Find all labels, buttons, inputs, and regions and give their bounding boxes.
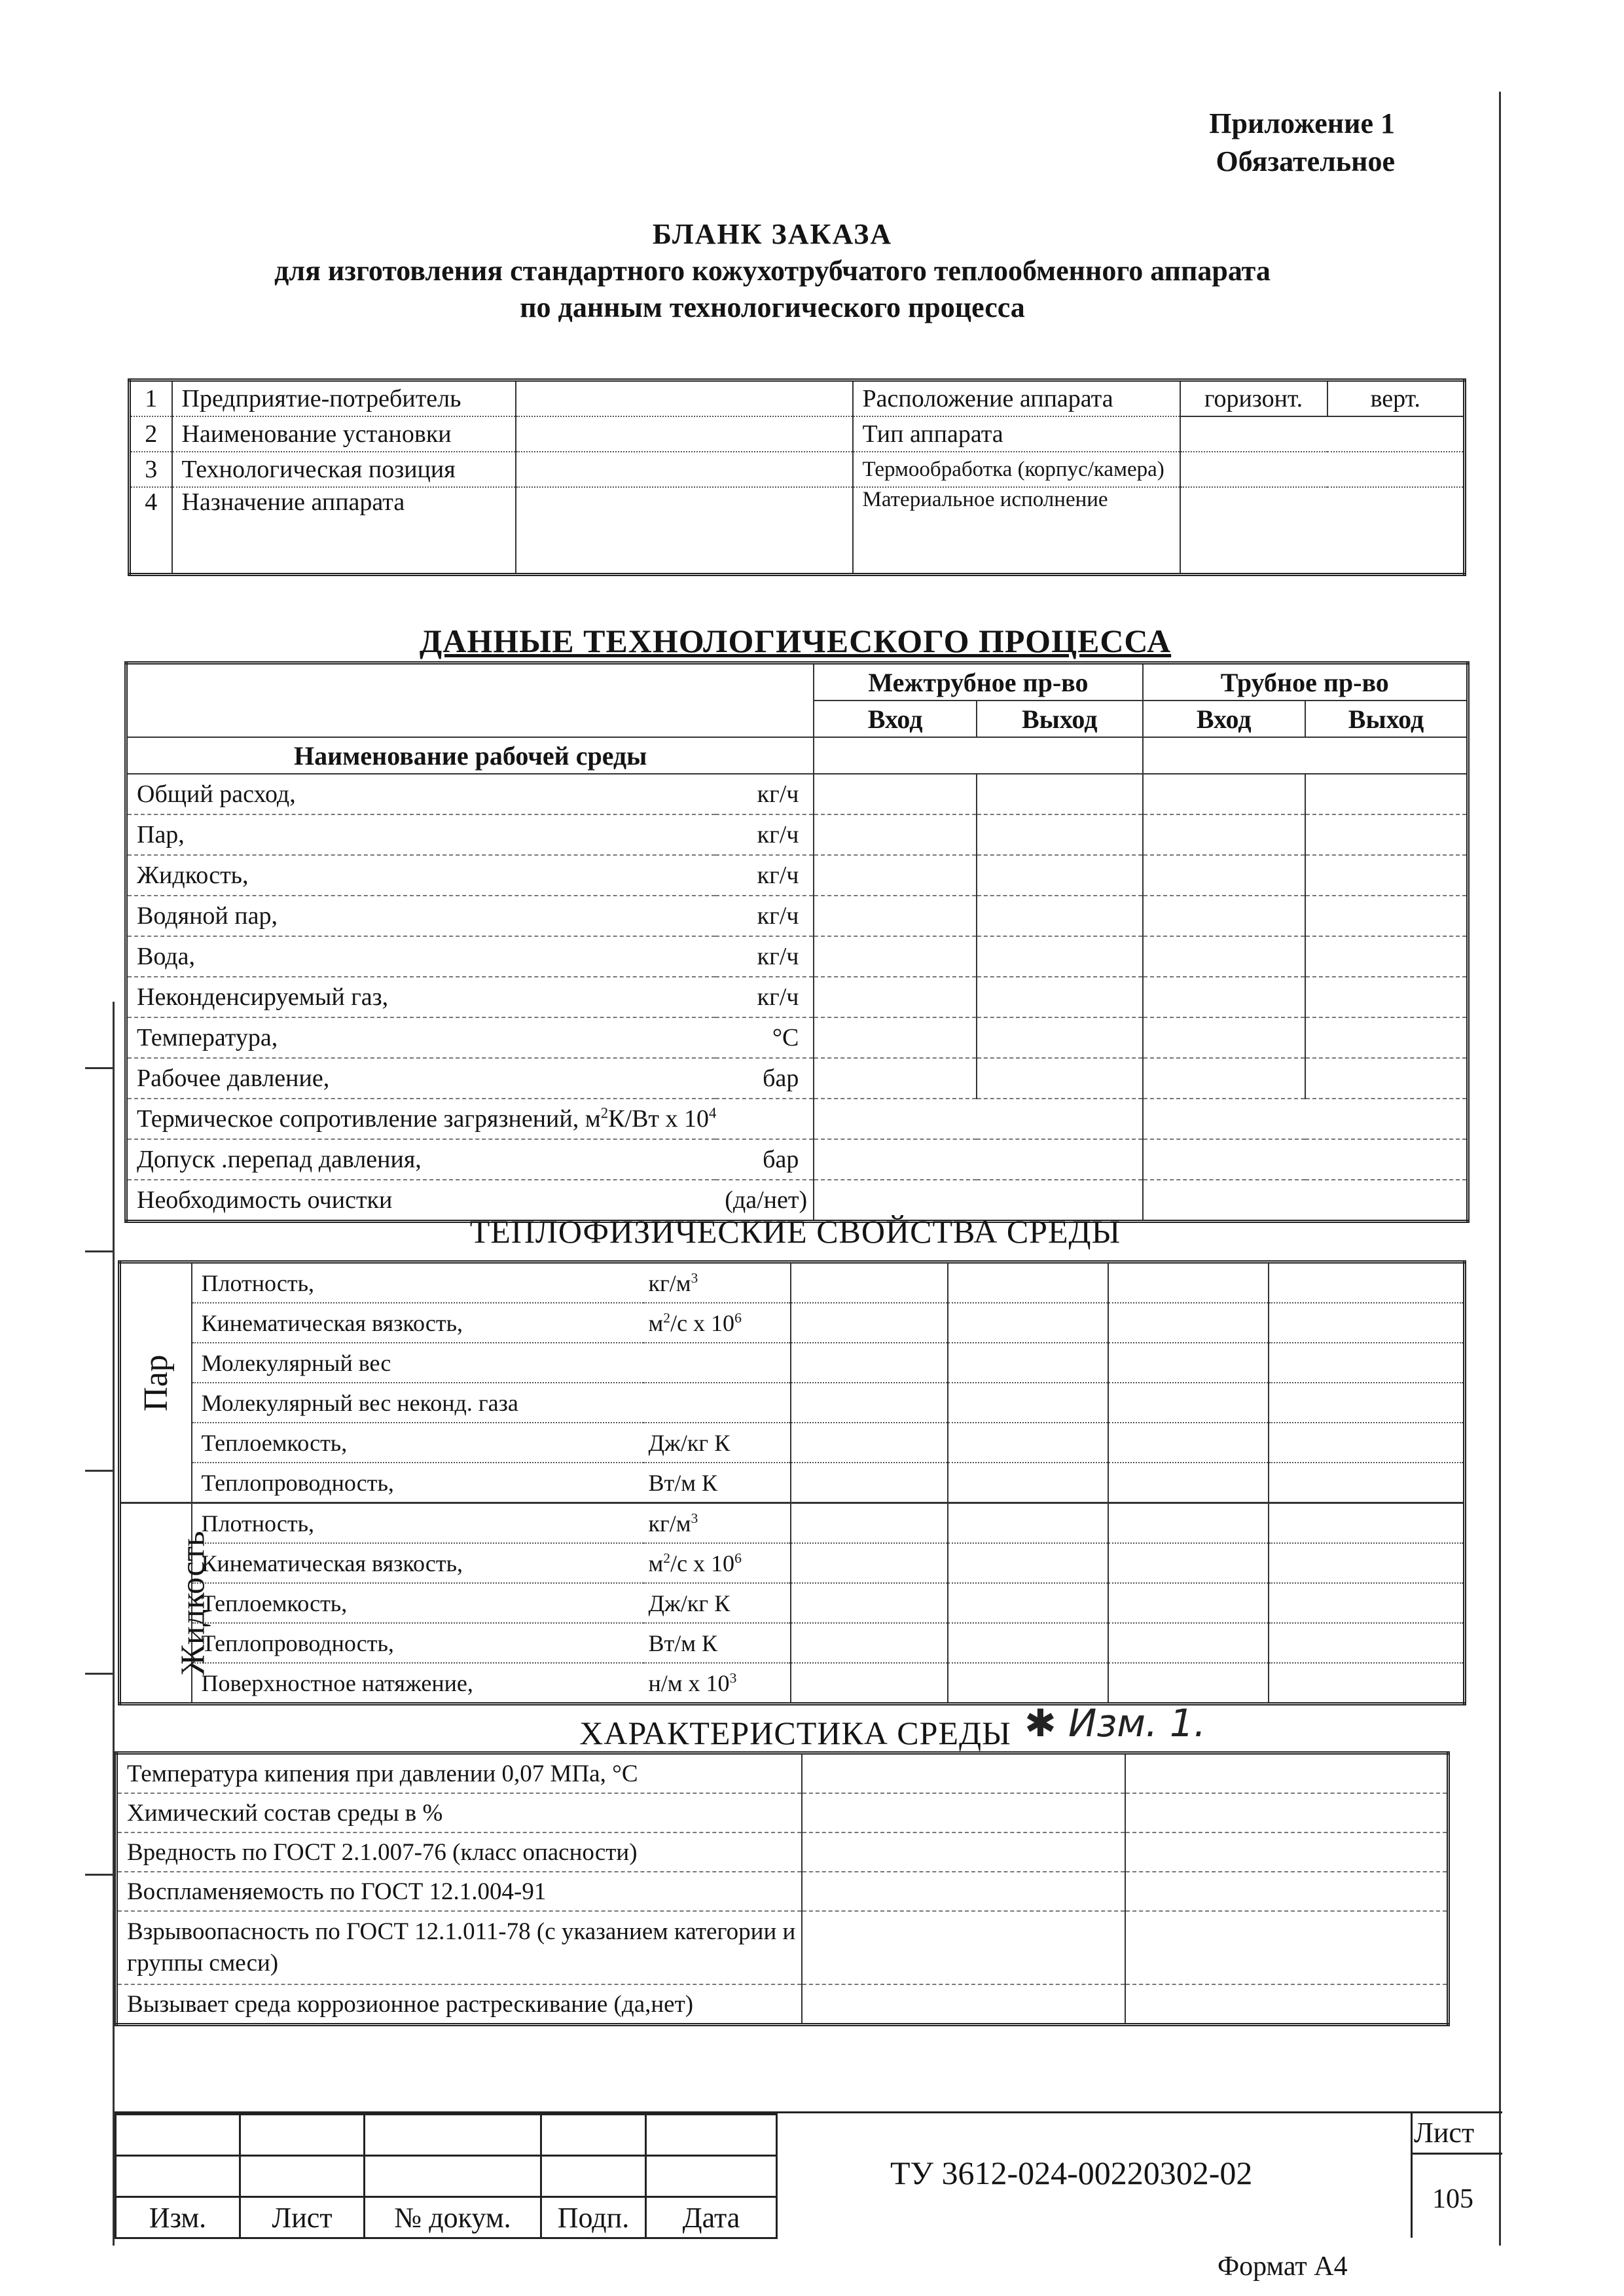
value-cell[interactable]	[791, 1583, 948, 1623]
value-cell[interactable]	[1269, 1583, 1465, 1623]
param-label: Молекулярный вес неконд. газа	[192, 1383, 643, 1423]
value-cell[interactable]	[1305, 936, 1468, 977]
param-label: Теплопроводность,	[192, 1623, 643, 1663]
value-cell[interactable]	[791, 1262, 948, 1303]
process-section-title: ДАННЫЕ ТЕХНОЛОГИЧЕСКОГО ПРОЦЕССА	[419, 623, 1172, 659]
char-row	[117, 1832, 1449, 1872]
param-label: Теплопроводность,	[192, 1463, 643, 1503]
value-cell[interactable]	[814, 814, 976, 855]
value-cell[interactable]	[1269, 1303, 1465, 1343]
param-unit: $кг/м^3$	[643, 1262, 791, 1303]
characteristics-section-title: ХАРАКТЕРИСТИКА СРЕДЫ	[579, 1715, 1011, 1751]
row-label: Наименование установки	[172, 416, 516, 452]
thermo-row	[120, 1663, 1465, 1704]
sheet-label: Лист	[1414, 2117, 1475, 2149]
rev-cell[interactable]	[116, 2115, 240, 2156]
value-cell[interactable]	[948, 1583, 1108, 1623]
tube-medium-input[interactable]	[1143, 737, 1468, 774]
value-cell[interactable]	[802, 1832, 1125, 1872]
value-cell[interactable]	[814, 896, 976, 936]
value-cell[interactable]	[814, 1058, 976, 1099]
value-cell[interactable]	[977, 1017, 1143, 1058]
revision-row	[116, 2156, 777, 2197]
char-label: Температура кипения при давлении 0,07 МПа, °С	[117, 1753, 803, 1794]
param-label: Необходимость очистки	[137, 1186, 393, 1214]
value-cell[interactable]	[1305, 977, 1468, 1017]
value-cell[interactable]	[1143, 896, 1305, 936]
general-row	[130, 452, 1465, 487]
value-cell[interactable]	[977, 977, 1143, 1017]
page-frame-right-line	[1499, 92, 1501, 2246]
value-cell[interactable]	[1125, 1832, 1449, 1872]
shell-medium-input[interactable]	[814, 737, 1142, 774]
input-cell[interactable]	[1180, 416, 1465, 452]
shell-side-header: Межтрубное пр-во	[814, 663, 1142, 701]
value-cell[interactable]	[814, 774, 976, 814]
sheet-box-divider	[1411, 2153, 1502, 2155]
value-cell[interactable]	[1143, 1017, 1305, 1058]
char-label: Вызывает среда коррозионное растрескивание (да,нет)	[127, 1990, 694, 2018]
value-cell[interactable]	[1269, 1423, 1465, 1463]
input-cell[interactable]	[1180, 487, 1465, 575]
value-cell[interactable]	[814, 855, 976, 896]
handwritten-amendment-note: ✱ Изм. 1.	[1024, 1701, 1206, 1745]
value-cell[interactable]	[1108, 1663, 1269, 1704]
value-cell[interactable]	[802, 1753, 1125, 1794]
value-cell[interactable]	[1108, 1543, 1269, 1583]
value-cell[interactable]	[1143, 814, 1305, 855]
value-cell[interactable]	[977, 1058, 1143, 1099]
value-cell[interactable]	[1108, 1423, 1269, 1463]
value-cell[interactable]	[977, 855, 1143, 896]
value-cell[interactable]	[791, 1383, 948, 1423]
value-cell[interactable]	[791, 1303, 948, 1343]
input-cell[interactable]	[516, 452, 853, 487]
value-cell[interactable]	[1108, 1262, 1269, 1303]
value-cell[interactable]	[1143, 774, 1305, 814]
param-label: Теплоемкость,	[192, 1423, 643, 1463]
general-row	[130, 416, 1465, 452]
param-label: Плотность,	[192, 1503, 643, 1544]
general-row	[130, 487, 1465, 575]
value-cell[interactable]	[1305, 774, 1468, 814]
value-cell[interactable]	[1269, 1543, 1465, 1583]
characteristics-table	[115, 1751, 1450, 2026]
char-row	[117, 1793, 1449, 1832]
value-cell[interactable]	[791, 1423, 948, 1463]
param-unit: кг/ч	[715, 774, 814, 814]
value-cell[interactable]	[791, 1623, 948, 1663]
form-title	[118, 216, 1427, 326]
param-unit: Вт/м К	[643, 1623, 791, 1663]
rev-cell[interactable]	[240, 2156, 365, 2197]
value-cell[interactable]	[948, 1303, 1108, 1343]
value-cell[interactable]	[1125, 1984, 1449, 2025]
blank-header	[126, 663, 814, 738]
value-cell[interactable]	[791, 1343, 948, 1383]
value-cell[interactable]	[1108, 1303, 1269, 1343]
value-cell[interactable]	[1108, 1463, 1269, 1503]
value-cell[interactable]	[948, 1623, 1108, 1663]
title-block-frame	[115, 2111, 1502, 2238]
value-cell[interactable]	[1269, 1343, 1465, 1383]
param-label: Кинематическая вязкость,	[192, 1543, 643, 1583]
thermo-section-title: ТЕПЛОФИЗИЧЕСКИЕ СВОЙСТВА СРЕДЫ	[469, 1213, 1121, 1250]
param-unit: кг/ч	[715, 936, 814, 977]
param-label: Пар,	[126, 814, 716, 855]
char-label: Взрывоопасность по ГОСТ 12.1.011-78 (с указанием категории и группы смеси)	[117, 1911, 803, 1984]
form-title-line3: по данным технологического процесса	[520, 291, 1025, 323]
param-label: Кинематическая вязкость,	[192, 1303, 643, 1343]
process-data-table	[124, 661, 1470, 1223]
param-unit: кг/ч	[715, 814, 814, 855]
rev-cell[interactable]	[646, 2115, 777, 2156]
revision-header-row	[116, 2197, 777, 2238]
char-label: Вредность по ГОСТ 2.1.007-76 (класс опасности)	[117, 1832, 803, 1872]
right-label: Тип аппарата	[853, 416, 1180, 452]
form-title-line2: для изготовления стандартного кожухотрубчатого теплообменного аппарата	[274, 255, 1271, 287]
value-cell[interactable]	[948, 1463, 1108, 1503]
process-row	[126, 1139, 1468, 1180]
value-cell[interactable]	[1125, 1793, 1449, 1832]
char-row	[117, 1872, 1449, 1911]
value-cell[interactable]	[1108, 1503, 1269, 1544]
param-label: Допуск .перепад давления,	[126, 1139, 716, 1180]
value-cell[interactable]	[1305, 855, 1468, 896]
param-unit: $м^2/с$ х $10^6$	[643, 1543, 791, 1583]
param-unit	[643, 1383, 791, 1423]
char-label: Химический состав среды в %	[117, 1793, 803, 1832]
row-number: 2	[130, 416, 172, 452]
rev-cell[interactable]	[240, 2115, 365, 2156]
thermo-row	[120, 1583, 1465, 1623]
tube-side-header: Трубное пр-во	[1143, 663, 1468, 701]
value-cell[interactable]	[1143, 1058, 1305, 1099]
document-code: ТУ 3612-024-00220302-02	[890, 2155, 1253, 2191]
rev-cell[interactable]	[541, 2115, 646, 2156]
value-cell[interactable]	[814, 977, 976, 1017]
param-label: Температура,	[126, 1017, 716, 1058]
rev-cell[interactable]	[646, 2156, 777, 2197]
char-label: Воспламеняемость по ГОСТ 12.1.004-91	[117, 1872, 803, 1911]
tube-outlet-header: Выход	[1305, 701, 1468, 737]
value-cell[interactable]	[1143, 1099, 1468, 1139]
param-unit	[643, 1343, 791, 1383]
param-unit: °С	[715, 1017, 814, 1058]
value-cell[interactable]	[1125, 1753, 1449, 1794]
param-label: Общий расход,	[126, 774, 716, 814]
col-sheet: Лист	[240, 2197, 365, 2238]
value-cell[interactable]	[1269, 1663, 1465, 1704]
revision-table	[115, 2113, 778, 2239]
thermo-row	[120, 1423, 1465, 1463]
value-cell[interactable]	[948, 1503, 1108, 1544]
value-cell[interactable]	[1269, 1262, 1465, 1303]
value-cell[interactable]	[1125, 1872, 1449, 1911]
row-label: Предприятие-потребитель	[172, 380, 516, 417]
value-cell[interactable]	[948, 1543, 1108, 1583]
value-cell[interactable]	[1125, 1911, 1449, 1984]
value-cell[interactable]	[802, 1793, 1125, 1832]
value-cell[interactable]	[948, 1383, 1108, 1423]
medium-name-row	[126, 737, 1468, 774]
right-label: Материальное исполнение	[853, 487, 1180, 575]
value-cell[interactable]	[814, 1139, 1142, 1180]
general-info-table	[128, 378, 1466, 576]
margin-tick	[85, 1067, 115, 1069]
value-cell[interactable]	[948, 1262, 1108, 1303]
param-label: Водяной пар,	[126, 896, 716, 936]
thermo-row	[120, 1303, 1465, 1343]
thermo-row	[120, 1262, 1465, 1303]
thermo-row	[120, 1463, 1465, 1503]
param-unit: $кг/м^3$	[643, 1503, 791, 1544]
value-cell[interactable]	[1305, 814, 1468, 855]
value-cell[interactable]	[791, 1663, 948, 1704]
process-row	[126, 936, 1468, 977]
vapor-group-label: Пар	[120, 1262, 192, 1503]
value-cell[interactable]	[1305, 1017, 1468, 1058]
row-label: Назначение аппарата	[172, 487, 516, 575]
param-unit: кг/ч	[715, 977, 814, 1017]
process-row	[126, 774, 1468, 814]
value-cell[interactable]	[948, 1343, 1108, 1383]
row-number: 4	[145, 488, 158, 516]
value-cell[interactable]	[1143, 936, 1305, 977]
param-label: Теплоемкость,	[192, 1583, 643, 1623]
value-cell[interactable]	[1305, 896, 1468, 936]
value-cell[interactable]	[1269, 1463, 1465, 1503]
thermo-row	[120, 1383, 1465, 1423]
value-cell[interactable]	[1269, 1623, 1465, 1663]
header-row	[126, 663, 1468, 701]
thermo-row	[120, 1543, 1465, 1583]
param-label: Рабочее давление,	[126, 1058, 716, 1099]
value-cell[interactable]	[948, 1663, 1108, 1704]
param-unit: бар	[715, 1058, 814, 1099]
value-cell[interactable]	[977, 896, 1143, 936]
fouling-label: Термическое сопротивление загрязнений, $м^2К/Вт$ х $10^4$	[126, 1099, 814, 1139]
param-label: Вода,	[126, 936, 716, 977]
value-cell[interactable]	[1143, 1139, 1468, 1180]
value-cell[interactable]	[791, 1543, 948, 1583]
char-row	[117, 1984, 1449, 2025]
rev-cell[interactable]	[116, 2156, 240, 2197]
value-cell[interactable]	[791, 1503, 948, 1544]
thermo-row	[120, 1503, 1465, 1544]
param-unit: (да/нет)	[725, 1186, 808, 1214]
value-cell[interactable]	[814, 1017, 976, 1058]
shell-outlet-header: Выход	[977, 701, 1143, 737]
rev-cell[interactable]	[365, 2115, 541, 2156]
value-cell[interactable]	[802, 1872, 1125, 1911]
general-row	[130, 380, 1465, 417]
right-label: Термообработка (корпус/камера)	[853, 452, 1180, 487]
value-cell[interactable]	[1143, 855, 1305, 896]
value-cell[interactable]	[814, 1099, 1142, 1139]
param-unit: Дж/кг К	[643, 1583, 791, 1623]
process-row	[126, 814, 1468, 855]
liquid-group-label: Жидкость	[174, 1531, 212, 1675]
appendix-number: Приложение 1	[1209, 107, 1395, 139]
value-cell[interactable]	[977, 936, 1143, 977]
row-number: 3	[130, 452, 172, 487]
margin-tick	[85, 1470, 115, 1472]
margin-tick	[85, 1673, 115, 1675]
col-date: Дата	[646, 2197, 777, 2238]
process-row	[126, 1017, 1468, 1058]
value-cell[interactable]	[1269, 1383, 1465, 1423]
tube-inlet-header: Вход	[1143, 701, 1305, 737]
param-unit: Вт/м К	[643, 1463, 791, 1503]
rev-cell[interactable]	[365, 2156, 541, 2197]
value-cell[interactable]	[1108, 1383, 1269, 1423]
value-cell[interactable]	[1305, 1058, 1468, 1099]
input-cell[interactable]	[516, 380, 853, 417]
col-sign: Подп.	[541, 2197, 646, 2238]
param-label: Неконденсируемый газ,	[126, 977, 716, 1017]
param-unit: кг/ч	[715, 855, 814, 896]
option-horizontal[interactable]: горизонт.	[1180, 380, 1327, 417]
param-unit: н/м х $10^3$	[648, 1669, 737, 1696]
param-label: Поверхностное натяжение,	[192, 1663, 643, 1704]
value-cell[interactable]	[802, 1911, 1125, 1984]
row-label: Технологическая позиция	[172, 452, 516, 487]
param-label: Молекулярный вес	[192, 1343, 643, 1383]
value-cell[interactable]	[977, 774, 1143, 814]
row-number: 1	[130, 380, 172, 417]
process-row	[126, 896, 1468, 936]
appendix-label	[1209, 105, 1395, 181]
rev-cell[interactable]	[541, 2156, 646, 2197]
form-title-main: БЛАНК ЗАКАЗА	[652, 218, 893, 250]
thermo-row	[120, 1623, 1465, 1663]
char-row	[117, 1753, 1449, 1794]
value-cell[interactable]	[977, 814, 1143, 855]
char-row	[117, 1911, 1449, 1984]
thermo-row	[120, 1343, 1465, 1383]
param-unit: кг/ч	[715, 896, 814, 936]
param-label: Жидкость,	[126, 855, 716, 896]
process-row	[126, 855, 1468, 896]
revision-row	[116, 2115, 777, 2156]
medium-name-label: Наименование рабочей среды	[126, 737, 814, 774]
value-cell[interactable]	[1108, 1583, 1269, 1623]
col-docnum: № докум.	[365, 2197, 541, 2238]
input-cell[interactable]	[516, 416, 853, 452]
sheet-number: 105	[1432, 2184, 1473, 2214]
input-cell[interactable]	[1180, 452, 1465, 487]
process-row	[126, 977, 1468, 1017]
page-frame-left-line	[113, 1002, 115, 2246]
margin-tick	[85, 1874, 115, 1876]
process-row	[126, 1058, 1468, 1099]
param-unit: бар	[715, 1139, 814, 1180]
paper-format: Формат А4	[1218, 2251, 1348, 2282]
value-cell[interactable]	[948, 1423, 1108, 1463]
input-cell[interactable]	[516, 487, 853, 575]
appendix-status: Обязательное	[1216, 145, 1395, 177]
value-cell[interactable]	[1108, 1623, 1269, 1663]
value-cell[interactable]	[1269, 1503, 1465, 1544]
col-change: Изм.	[116, 2197, 240, 2238]
value-cell[interactable]	[791, 1463, 948, 1503]
thermo-properties-table	[118, 1260, 1466, 1705]
param-unit: $м^2/с$ х $10^6$	[643, 1303, 791, 1343]
value-cell[interactable]	[814, 936, 976, 977]
value-cell[interactable]	[1108, 1343, 1269, 1383]
value-cell[interactable]	[1143, 977, 1305, 1017]
right-label: Расположение аппарата	[853, 380, 1180, 417]
process-row	[126, 1099, 1468, 1139]
value-cell[interactable]	[802, 1984, 1125, 2025]
option-vertical[interactable]: верт.	[1327, 380, 1465, 417]
shell-inlet-header: Вход	[814, 701, 976, 737]
margin-tick	[85, 1250, 115, 1252]
param-unit: Дж/кг К	[643, 1423, 791, 1463]
param-label: Плотность,	[192, 1262, 643, 1303]
